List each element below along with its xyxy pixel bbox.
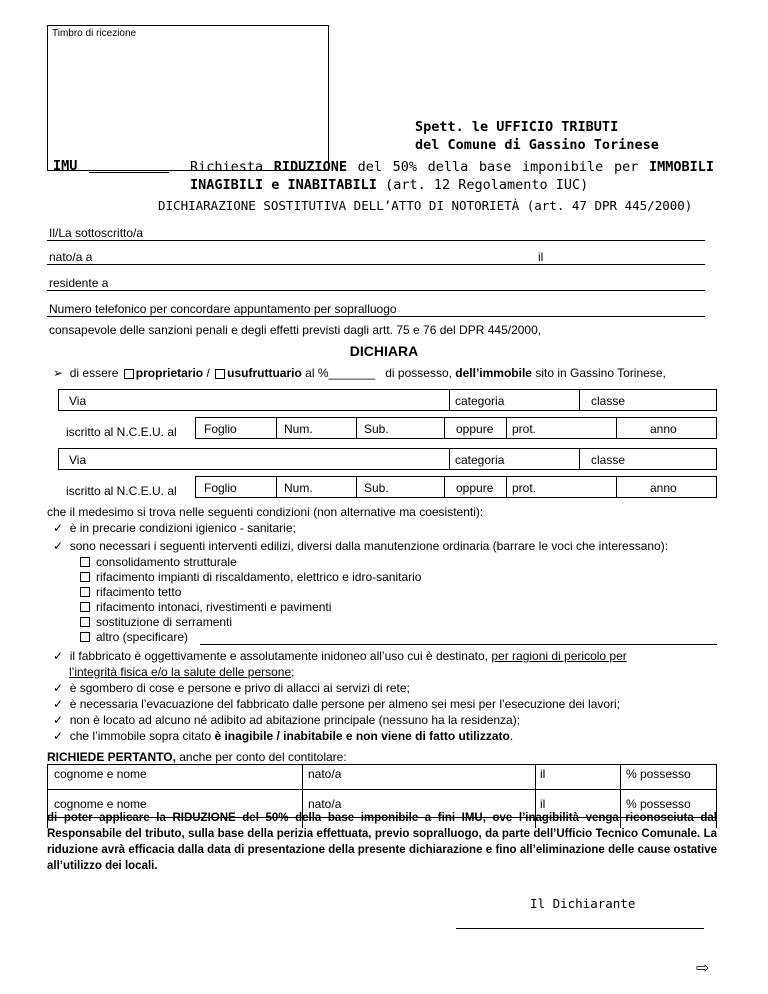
- property-via-row-1[interactable]: [58, 389, 717, 411]
- foglio-label: Foglio: [204, 422, 237, 436]
- ownership-post2: sito in Gassino Torinese,: [531, 366, 666, 380]
- intervention-label: altro (specificare): [96, 630, 189, 644]
- address-line-1: Spett. le UFFICIO TRIBUTI: [415, 119, 619, 135]
- classe-label: classe: [591, 453, 626, 467]
- resident-field[interactable]: [47, 290, 705, 291]
- co-owner-on-label: il: [540, 767, 546, 781]
- num-label: Num.: [284, 422, 313, 436]
- condition-1: [53, 521, 296, 536]
- prot-label: prot.: [512, 481, 537, 495]
- arrow-bullet-icon: ➢: [53, 366, 64, 380]
- condition-1-text: è in precarie condizioni igienico - sanitarie;: [69, 521, 296, 535]
- condition-3-underlined: per ragioni di pericolo per: [491, 649, 627, 663]
- undersigned-label: Il/La sottoscritto/a: [49, 226, 144, 240]
- address-line-2: del Comune di Gassino Torinese: [415, 137, 659, 153]
- check-icon: ✓: [53, 521, 64, 535]
- requests-intro: [47, 750, 347, 765]
- reception-stamp-box: [47, 25, 329, 171]
- condition-7-text: che l’immobile sopra citato: [69, 729, 215, 743]
- condition-7-bold: è inagibile / inabitabile e non viene di fatto utilizzato: [214, 729, 510, 743]
- check-icon: ✓: [53, 697, 64, 711]
- foglio-label: Foglio: [204, 481, 237, 495]
- other-specify-line[interactable]: [200, 644, 717, 645]
- imu-label: IMU: [53, 158, 78, 174]
- usufruct-label: usufruttuario: [227, 366, 302, 380]
- signature-line[interactable]: [456, 928, 704, 929]
- ownership-slash: /: [206, 366, 210, 380]
- checkbox-icon[interactable]: [80, 632, 90, 642]
- check-icon: ✓: [53, 539, 64, 553]
- intervention-item[interactable]: [80, 585, 421, 600]
- categoria-label: categoria: [455, 394, 505, 408]
- intervention-label: rifacimento impianti di riscaldamento, elettrico e idro-sanitario: [96, 570, 422, 584]
- ownership-pre: di essere: [69, 366, 119, 380]
- intervention-label: rifacimento tetto: [96, 585, 182, 599]
- co-owner-name-label: cognome e nome: [54, 767, 147, 781]
- co-owner-share-label: % possesso: [626, 767, 691, 781]
- co-owner-on-label: il: [540, 797, 546, 811]
- co-owner-share-label: % possesso: [626, 797, 691, 811]
- sub-label: Sub.: [364, 422, 389, 436]
- co-owner-born-label: nato/a: [308, 767, 342, 781]
- undersigned-field[interactable]: [47, 240, 705, 241]
- sub-label: Sub.: [364, 481, 389, 495]
- condition-5-text: è necessaria l’evacuazione del fabbricato dalle persone per almeno sei mesi per l’esecuzione dei lavori;: [69, 697, 621, 711]
- request-text-2: del 50% della base imponibile per: [346, 159, 649, 175]
- condition-2: [53, 539, 668, 554]
- check-icon: ✓: [53, 713, 64, 727]
- checkbox-icon[interactable]: [80, 557, 90, 567]
- request-text-1: Richiesta: [190, 159, 274, 175]
- condition-7: ✓ che l’immobile sopra citato è inagibile / inabitabile e non viene di fatto utilizzato.: [53, 729, 514, 743]
- recipient-address: [415, 118, 659, 154]
- owner-label: proprietario: [135, 366, 204, 380]
- cadastre-row-2[interactable]: [195, 476, 717, 498]
- intervention-item[interactable]: [80, 555, 421, 570]
- owner-checkbox[interactable]: [124, 369, 134, 379]
- property-via-row-2[interactable]: [58, 448, 717, 470]
- request-bold-2: IMMOBILI INAGIBILI e INABITABILI: [190, 159, 714, 193]
- born-in-label: nato/a a: [49, 250, 93, 264]
- co-owner-born-label: nato/a: [308, 797, 342, 811]
- final-request-text: di poter applicare la RIDUZIONE del 50% della base imponibile a fini IMU, ove l’inagibilità venga riconosciuta dal Responsabile del tributo, sulla base della perizia effettuata, previo sopralluogo, da parte dell’Ufficio Tecnico Comunale. La riduzione avrà efficacia dalla data di presentazione della presente dichiarazione e fino all’eliminazione delle cause ostative all’utilizzo dei locali.: [47, 812, 717, 872]
- checkbox-icon[interactable]: [80, 617, 90, 627]
- ownership-percent: al %_______: [305, 366, 376, 380]
- condition-5: [53, 697, 620, 712]
- condition-4: [53, 681, 410, 696]
- phone-label: Numero telefonico per concordare appuntamento per sopralluogo: [49, 302, 397, 316]
- condition-3: [53, 649, 717, 664]
- usufruct-checkbox[interactable]: [215, 369, 225, 379]
- intervention-item[interactable]: [80, 570, 421, 585]
- imu-blank-line[interactable]: [89, 172, 169, 173]
- checkbox-icon[interactable]: [80, 572, 90, 582]
- cadastre-label-2: iscritto al N.C.E.U. al: [66, 484, 177, 498]
- intervention-item[interactable]: [80, 630, 421, 645]
- request-title: [190, 158, 714, 194]
- requests-bold: RICHIEDE PERTANTO,: [47, 750, 176, 764]
- condition-3-cont: l’integrità fisica e/o la salute delle persone;: [69, 665, 295, 679]
- intervention-label: rifacimento intonaci, rivestimenti e pavimenti: [96, 600, 332, 614]
- condition-2-text: sono necessari i seguenti interventi edilizi, diversi dalla manutenzione ordinaria (barrare le voci che interessano):: [69, 539, 669, 553]
- resident-label: residente a: [49, 276, 109, 290]
- checkbox-icon[interactable]: [80, 602, 90, 612]
- check-icon: ✓: [53, 681, 64, 695]
- anno-label: anno: [650, 422, 677, 436]
- intervention-item[interactable]: [80, 600, 421, 615]
- via-label: Via: [69, 453, 87, 467]
- dichiara-heading: DICHIARA: [349, 343, 419, 359]
- categoria-label: categoria: [455, 453, 505, 467]
- birth-field[interactable]: [47, 264, 705, 265]
- requests-rest: anche per conto del contitolare:: [175, 750, 347, 764]
- request-text-3: (art. 12 Regolamento IUC): [376, 177, 589, 193]
- born-on-label: il: [538, 250, 544, 264]
- check-icon: ✓: [53, 729, 64, 743]
- cadastre-label-1: iscritto al N.C.E.U. al: [66, 425, 177, 439]
- condition-4-text: è sgombero di cose e persone e privo di allacci ai servizi di rete;: [69, 681, 410, 695]
- oppure-label: oppure: [456, 422, 494, 436]
- co-owner-name-label: cognome e nome: [54, 797, 147, 811]
- classe-label: classe: [591, 394, 626, 408]
- ownership-bold: dell’immobile: [455, 366, 532, 380]
- conditions-intro: che il medesimo si trova nelle seguenti condizioni (non alternative ma coesistenti):: [47, 505, 484, 519]
- anno-label: anno: [650, 481, 677, 495]
- condition-3-underlined-2: l’integrità fisica e/o la salute delle persone: [69, 665, 292, 679]
- request-bold-1: RIDUZIONE: [273, 159, 347, 175]
- interventions-list: [80, 555, 421, 645]
- condition-6: [53, 713, 520, 728]
- signature-label: Il Dichiarante: [530, 896, 636, 911]
- num-label: Num.: [284, 481, 313, 495]
- ownership-post1: di possesso,: [385, 366, 456, 380]
- oppure-label: oppure: [456, 481, 494, 495]
- phone-field[interactable]: [47, 316, 705, 317]
- condition-6-text: non è locato ad alcuno né adibito ad abitazione principale (nessuno ha la residenza);: [69, 713, 521, 727]
- right-arrow-icon: ⇨: [696, 960, 710, 977]
- check-icon: ✓: [53, 649, 64, 663]
- checkbox-icon[interactable]: [80, 587, 90, 597]
- intervention-item[interactable]: [80, 615, 421, 630]
- ownership-line: [53, 366, 666, 380]
- intervention-label: sostituzione di serramenti: [96, 615, 233, 629]
- stamp-label: Timbro di ricezione: [52, 28, 137, 39]
- intervention-label: consolidamento strutturale: [96, 555, 237, 569]
- declaration-title: DICHIARAZIONE SOSTITUTIVA DELL’ATTO DI NOTORIETÀ (art. 47 DPR 445/2000): [158, 198, 693, 213]
- condition-3-text: il fabbricato è oggettivamente e assolutamente inidoneo all’uso cui è destinato,: [69, 649, 492, 663]
- awareness-text: consapevole delle sanzioni penali e degli effetti previsti dagli artt. 75 e 76 del DPR 445/2000,: [49, 323, 542, 337]
- via-label: Via: [69, 394, 87, 408]
- prot-label: prot.: [512, 422, 537, 436]
- cadastre-row-1[interactable]: [195, 417, 717, 439]
